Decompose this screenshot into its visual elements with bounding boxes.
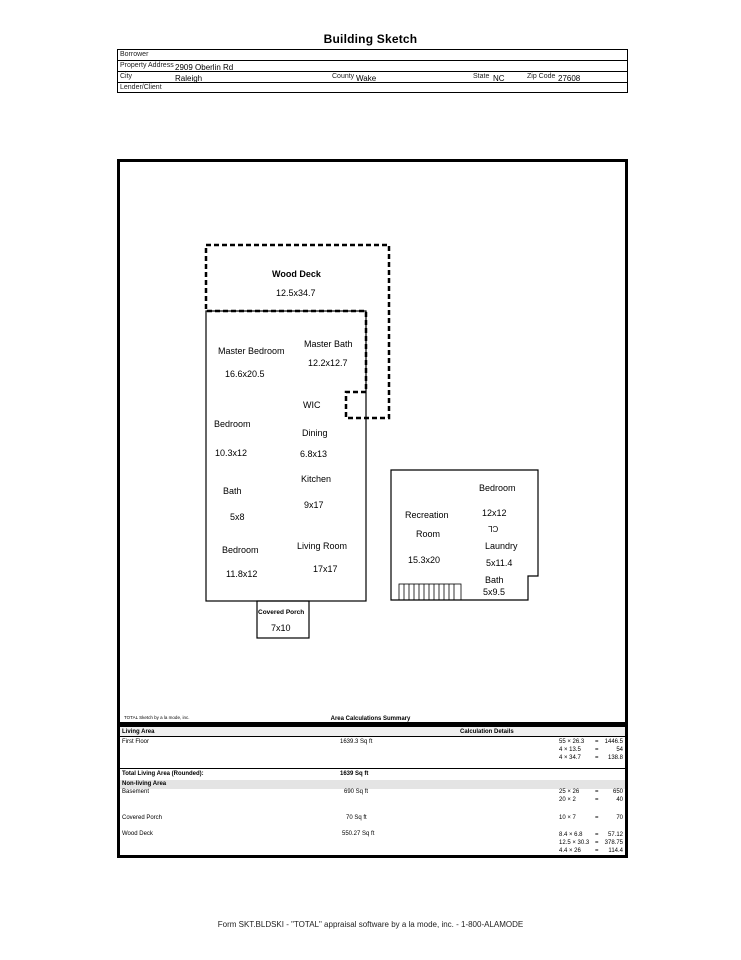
- room-size-bedroom-3: 12x12: [482, 508, 507, 518]
- room-name-wic: WIC: [303, 400, 321, 410]
- room-size-bath-2: 5x9.5: [483, 587, 506, 597]
- sketch-credit: TOTAL Sketch by a la mode, inc.: [124, 715, 190, 720]
- room-size-dining: 6.8x13: [300, 449, 328, 459]
- room-name-dining: Dining: [302, 428, 328, 438]
- room-size-covered-porch: 7x10: [271, 623, 291, 633]
- room-name-master-bath: Master Bath: [304, 339, 353, 349]
- room-size-bath-1: 5x8: [230, 512, 245, 522]
- divider: [120, 768, 625, 769]
- room-name-recreation: Recreation: [405, 510, 449, 520]
- calc-row: 55 × 26.3 = 1446.5: [559, 739, 623, 745]
- lender-label: Lender/Client: [120, 84, 162, 91]
- address-label: Property Address: [120, 62, 174, 69]
- city-label: City: [120, 73, 133, 80]
- first-floor-label: First Floor: [122, 739, 149, 745]
- room-size-living-room: 17x17: [313, 564, 338, 574]
- city-value: Raleigh: [175, 74, 203, 83]
- calc-header-row: [120, 727, 625, 737]
- room-name-bedroom-2: Bedroom: [222, 545, 259, 555]
- basement-label: Basement: [122, 789, 150, 795]
- room-name-kitchen: Kitchen: [301, 474, 332, 484]
- room-name-living-room: Living Room: [297, 541, 348, 551]
- room-name-bath-1: Bath: [223, 486, 242, 496]
- calc-row: 4 × 13.5 = 54: [559, 747, 623, 753]
- room-name-recreation-room: Room: [416, 529, 441, 539]
- room-size-bedroom-2: 11.8x12: [226, 569, 258, 579]
- calc-details-label: Calculation Details: [460, 729, 514, 735]
- room-name-master-bedroom: Master Bedroom: [218, 346, 285, 356]
- room-name-bedroom-3: Bedroom: [479, 483, 516, 493]
- room-size-master-bedroom: 16.6x20.5: [225, 369, 265, 379]
- calc-row: 10 × 7 = 70: [559, 815, 623, 821]
- total-living-area-value: 1639 Sq ft: [340, 771, 369, 777]
- room-size-kitchen: 9x17: [304, 500, 324, 510]
- basement-outline: [391, 470, 538, 600]
- calc-row: 25 × 26 = 650: [559, 789, 623, 795]
- room-size-wood-deck: 12.5x34.7: [276, 288, 316, 298]
- borrower-label: Borrower: [120, 51, 149, 58]
- room-name-wood-deck: Wood Deck: [272, 269, 321, 279]
- stairs-icon: [399, 584, 461, 600]
- covered-porch-label: Covered Porch: [122, 815, 163, 821]
- state-label: State: [473, 73, 490, 80]
- page-footer: Form SKT.BLDSKI - "TOTAL" appraisal software by a la mode, inc. - 1-800-ALAMODE: [217, 920, 524, 929]
- non-living-header-row: [120, 780, 625, 789]
- page-title: Building Sketch: [323, 32, 418, 46]
- total-living-area-label: Total Living Area (Rounded):: [122, 771, 204, 777]
- area-calculations-table: [117, 724, 628, 858]
- room-size-laundry: 5x11.4: [486, 558, 513, 568]
- room-size-master-bath: 12.2x12.7: [308, 358, 348, 368]
- area-summary-title: Area Calculations Summary: [330, 716, 411, 722]
- room-size-recreation: 15.3x20: [408, 555, 441, 565]
- zip-label: Zip Code: [527, 73, 556, 80]
- living-area-label: Living Area: [122, 729, 155, 735]
- basement-value: 690 Sq ft: [344, 789, 369, 795]
- non-living-area-label: Non-living Area: [122, 781, 167, 787]
- room-name-covered-porch: Covered Porch: [258, 609, 305, 616]
- room-name-bath-2: Bath: [485, 575, 504, 585]
- calc-row: 8.4 × 6.8 = 57.12: [559, 832, 623, 838]
- covered-porch-value: 70 Sq ft: [346, 815, 367, 821]
- state-value: NC: [493, 74, 505, 83]
- calc-row: 20 × 2 = 40: [559, 797, 623, 803]
- room-size-bedroom-1: 10.3x12: [215, 448, 248, 458]
- county-value: Wake: [356, 74, 377, 83]
- room-name-bedroom-1: Bedroom: [214, 419, 251, 429]
- address-value: 2909 Oberlin Rd: [175, 63, 234, 72]
- county-label: County: [332, 73, 355, 80]
- calc-row: 12.5 × 30.3 = 378.75: [559, 840, 623, 846]
- calc-row: 4 × 34.7 = 138.8: [559, 755, 623, 761]
- zip-value: 27608: [558, 74, 581, 83]
- calc-row: 4.4 × 26 = 114.4: [559, 848, 623, 854]
- first-floor-value: 1639.3 Sq ft: [340, 739, 373, 745]
- wood-deck-value: 550.27 Sq ft: [342, 831, 375, 837]
- wood-deck-label: Wood Deck: [122, 831, 153, 837]
- room-name-closet: CL: [488, 524, 499, 533]
- room-name-laundry: Laundry: [485, 541, 518, 551]
